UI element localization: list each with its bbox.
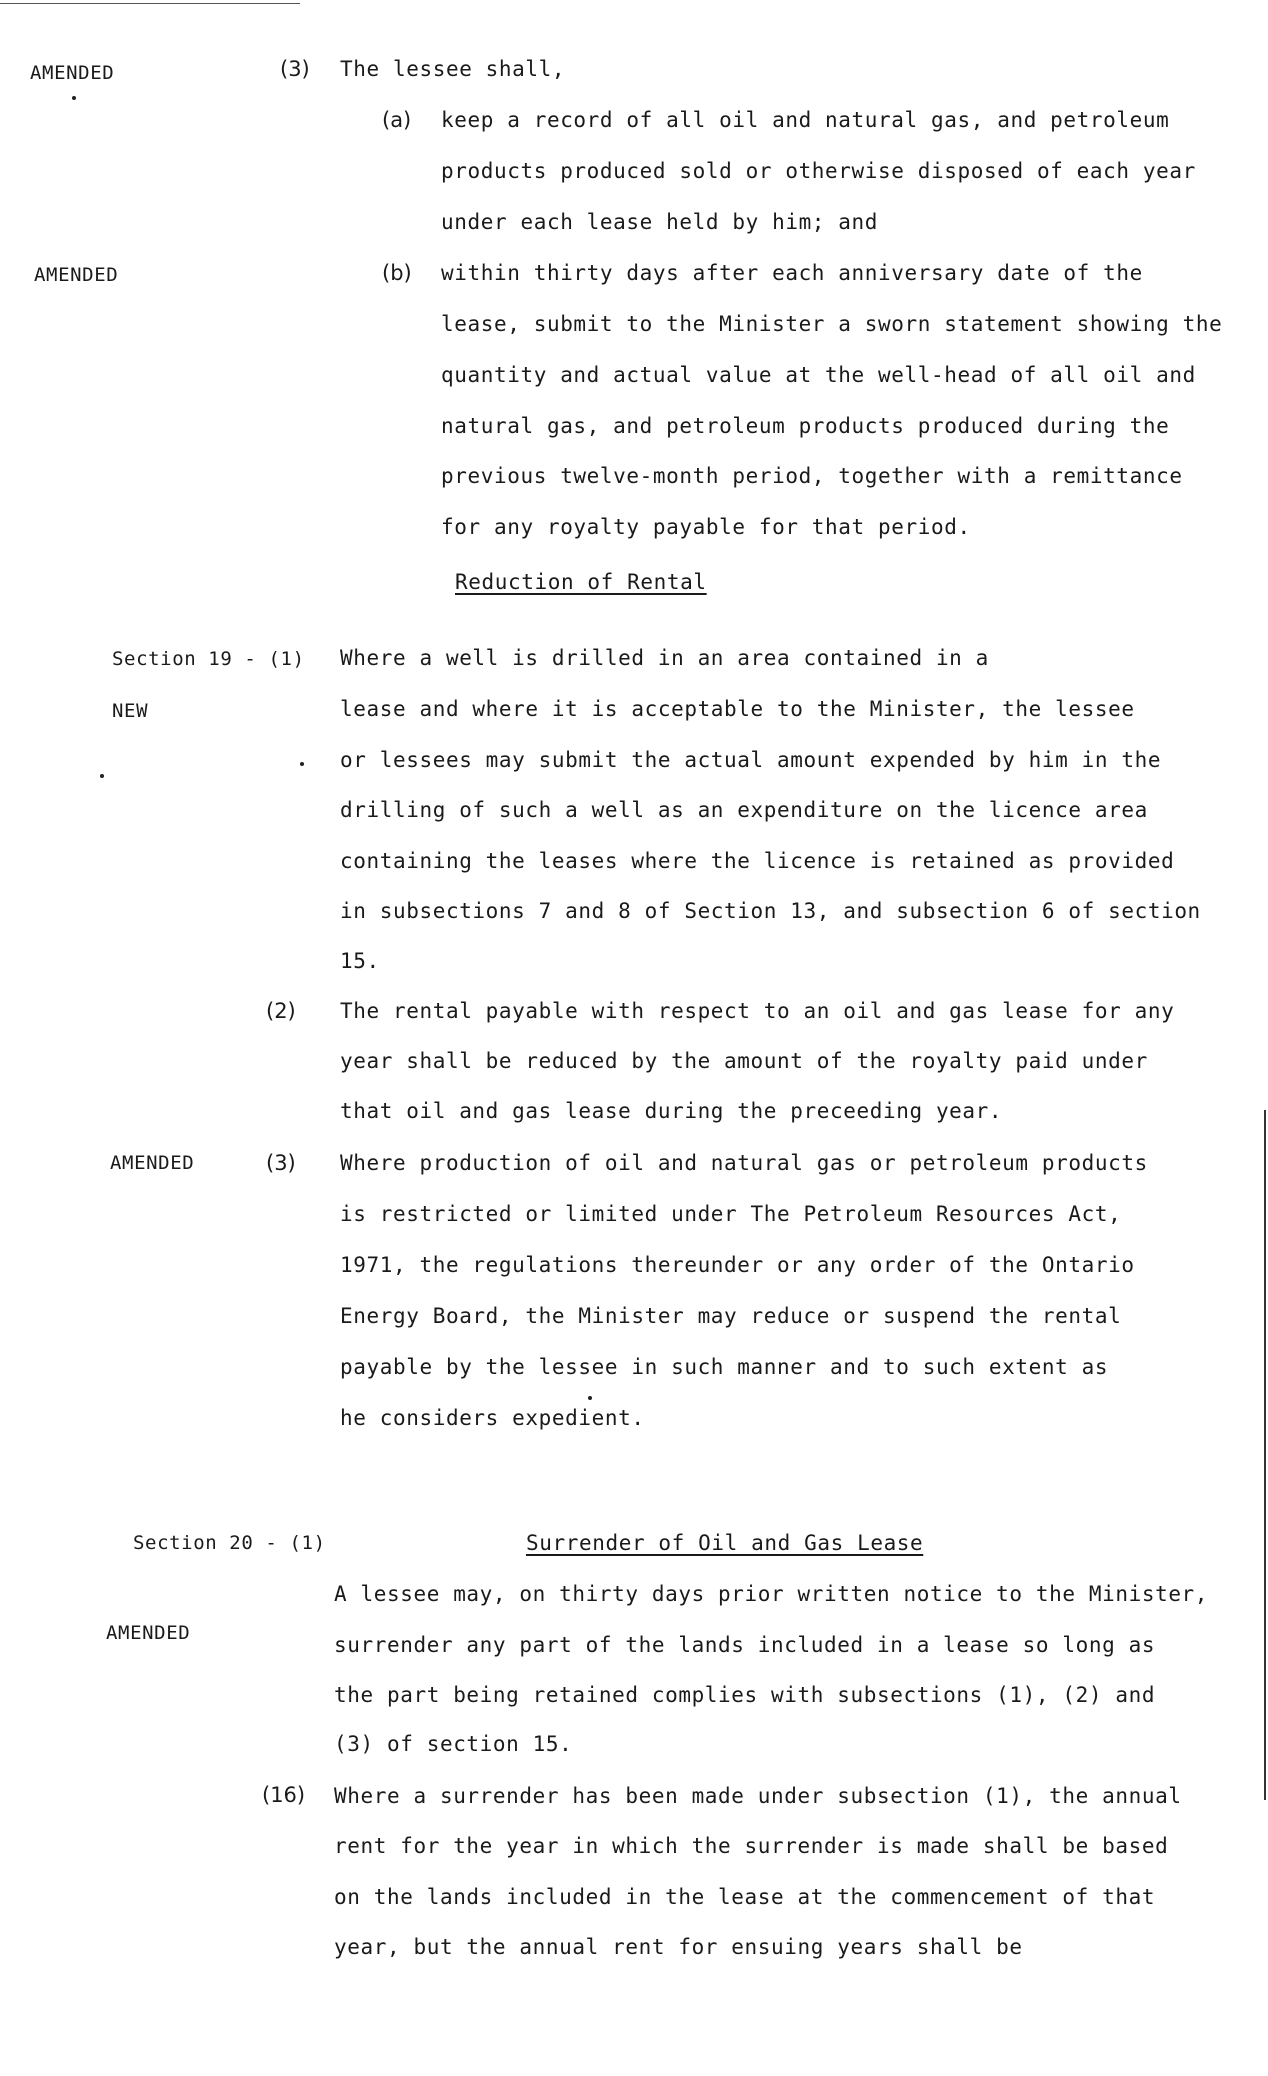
top-rule xyxy=(0,3,300,4)
text-line: A lessee may, on thirty days prior written notice to the Minister, xyxy=(334,1582,1209,1606)
scan-speck xyxy=(100,774,104,778)
margin-section-19: Section 19 - (1) xyxy=(112,648,305,670)
clause-label-a: (a) xyxy=(382,108,412,132)
text-line: Energy Board, the Minister may reduce or suspend the rental xyxy=(340,1304,1122,1328)
margin-note-amended: AMENDED xyxy=(30,62,115,84)
text-line: year, but the annual rent for ensuing years shall be xyxy=(334,1935,1023,1959)
text-line: products produced sold or otherwise disposed of each year xyxy=(441,159,1196,183)
text-line: (3) of section 15. xyxy=(334,1732,573,1756)
text-line: within thirty days after each anniversary date of the xyxy=(441,261,1143,285)
text-line: quantity and actual value at the well-head of all oil and xyxy=(441,363,1196,387)
scan-speck xyxy=(72,96,76,100)
text-line: or lessees may submit the actual amount expended by him in the xyxy=(340,748,1162,772)
text-line: surrender any part of the lands included in a lease so long as xyxy=(334,1633,1156,1657)
text-line: in subsections 7 and 8 of Section 13, and subsection 6 of section xyxy=(340,899,1201,923)
subsection-number: (2) xyxy=(266,999,296,1023)
subsection-number: (16) xyxy=(262,1783,306,1807)
text-line: keep a record of all oil and natural gas, and petroleum xyxy=(441,108,1170,132)
margin-note-new: NEW xyxy=(112,700,149,722)
text-line: the part being retained complies with subsections (1), (2) and xyxy=(334,1683,1156,1707)
scan-speck xyxy=(588,1396,592,1400)
margin-note-amended: AMENDED xyxy=(106,1622,191,1644)
text-line: Where production of oil and natural gas or petroleum products xyxy=(340,1151,1148,1175)
text-line: lease, submit to the Minister a sworn statement showing the xyxy=(441,312,1223,336)
text-line: under each lease held by him; and xyxy=(441,210,879,234)
margin-note-amended: AMENDED xyxy=(110,1152,195,1174)
subsection-number: (3) xyxy=(266,1151,296,1175)
margin-note-amended: AMENDED xyxy=(34,264,119,286)
text-line: payable by the lessee in such manner and to such extent as xyxy=(340,1355,1109,1379)
text-line: previous twelve-month period, together with a remittance xyxy=(441,464,1183,488)
text-line: drilling of such a well as an expenditure on the licence area xyxy=(340,798,1148,822)
text-line: 1971, the regulations thereunder or any order of the Ontario xyxy=(340,1253,1135,1277)
scan-speck xyxy=(300,762,304,766)
clause-label-b: (b) xyxy=(382,261,412,285)
text-line: The rental payable with respect to an oil and gas lease for any xyxy=(340,999,1175,1023)
margin-section-20: Section 20 - (1) xyxy=(133,1532,326,1554)
heading-surrender-of-lease: Surrender of Oil and Gas Lease xyxy=(526,1531,924,1555)
text-line: he considers expedient. xyxy=(340,1406,645,1430)
right-margin-rule xyxy=(1264,1110,1266,1800)
text-line: Where a well is drilled in an area contained in a xyxy=(340,646,989,670)
heading-reduction-of-rental: Reduction of Rental xyxy=(455,570,707,594)
text-line: year shall be reduced by the amount of the royalty paid under xyxy=(340,1049,1148,1073)
text-line: containing the leases where the licence is retained as provided xyxy=(340,849,1175,873)
text-line: that oil and gas lease during the preceeding year. xyxy=(340,1099,1003,1123)
text-line: natural gas, and petroleum products produced during the xyxy=(441,414,1170,438)
text-line: rent for the year in which the surrender is made shall be based xyxy=(334,1834,1169,1858)
text-line: Where a surrender has been made under subsection (1), the annual xyxy=(334,1784,1182,1808)
text-line: lease and where it is acceptable to the Minister, the lessee xyxy=(340,697,1135,721)
subsection-number: (3) xyxy=(280,57,310,81)
text-line: for any royalty payable for that period. xyxy=(441,515,971,539)
text-line: 15. xyxy=(340,949,380,973)
subsection-intro: The lessee shall, xyxy=(340,57,566,81)
text-line: on the lands included in the lease at the commencement of that xyxy=(334,1885,1156,1909)
text-line: is restricted or limited under The Petroleum Resources Act, xyxy=(340,1202,1122,1226)
